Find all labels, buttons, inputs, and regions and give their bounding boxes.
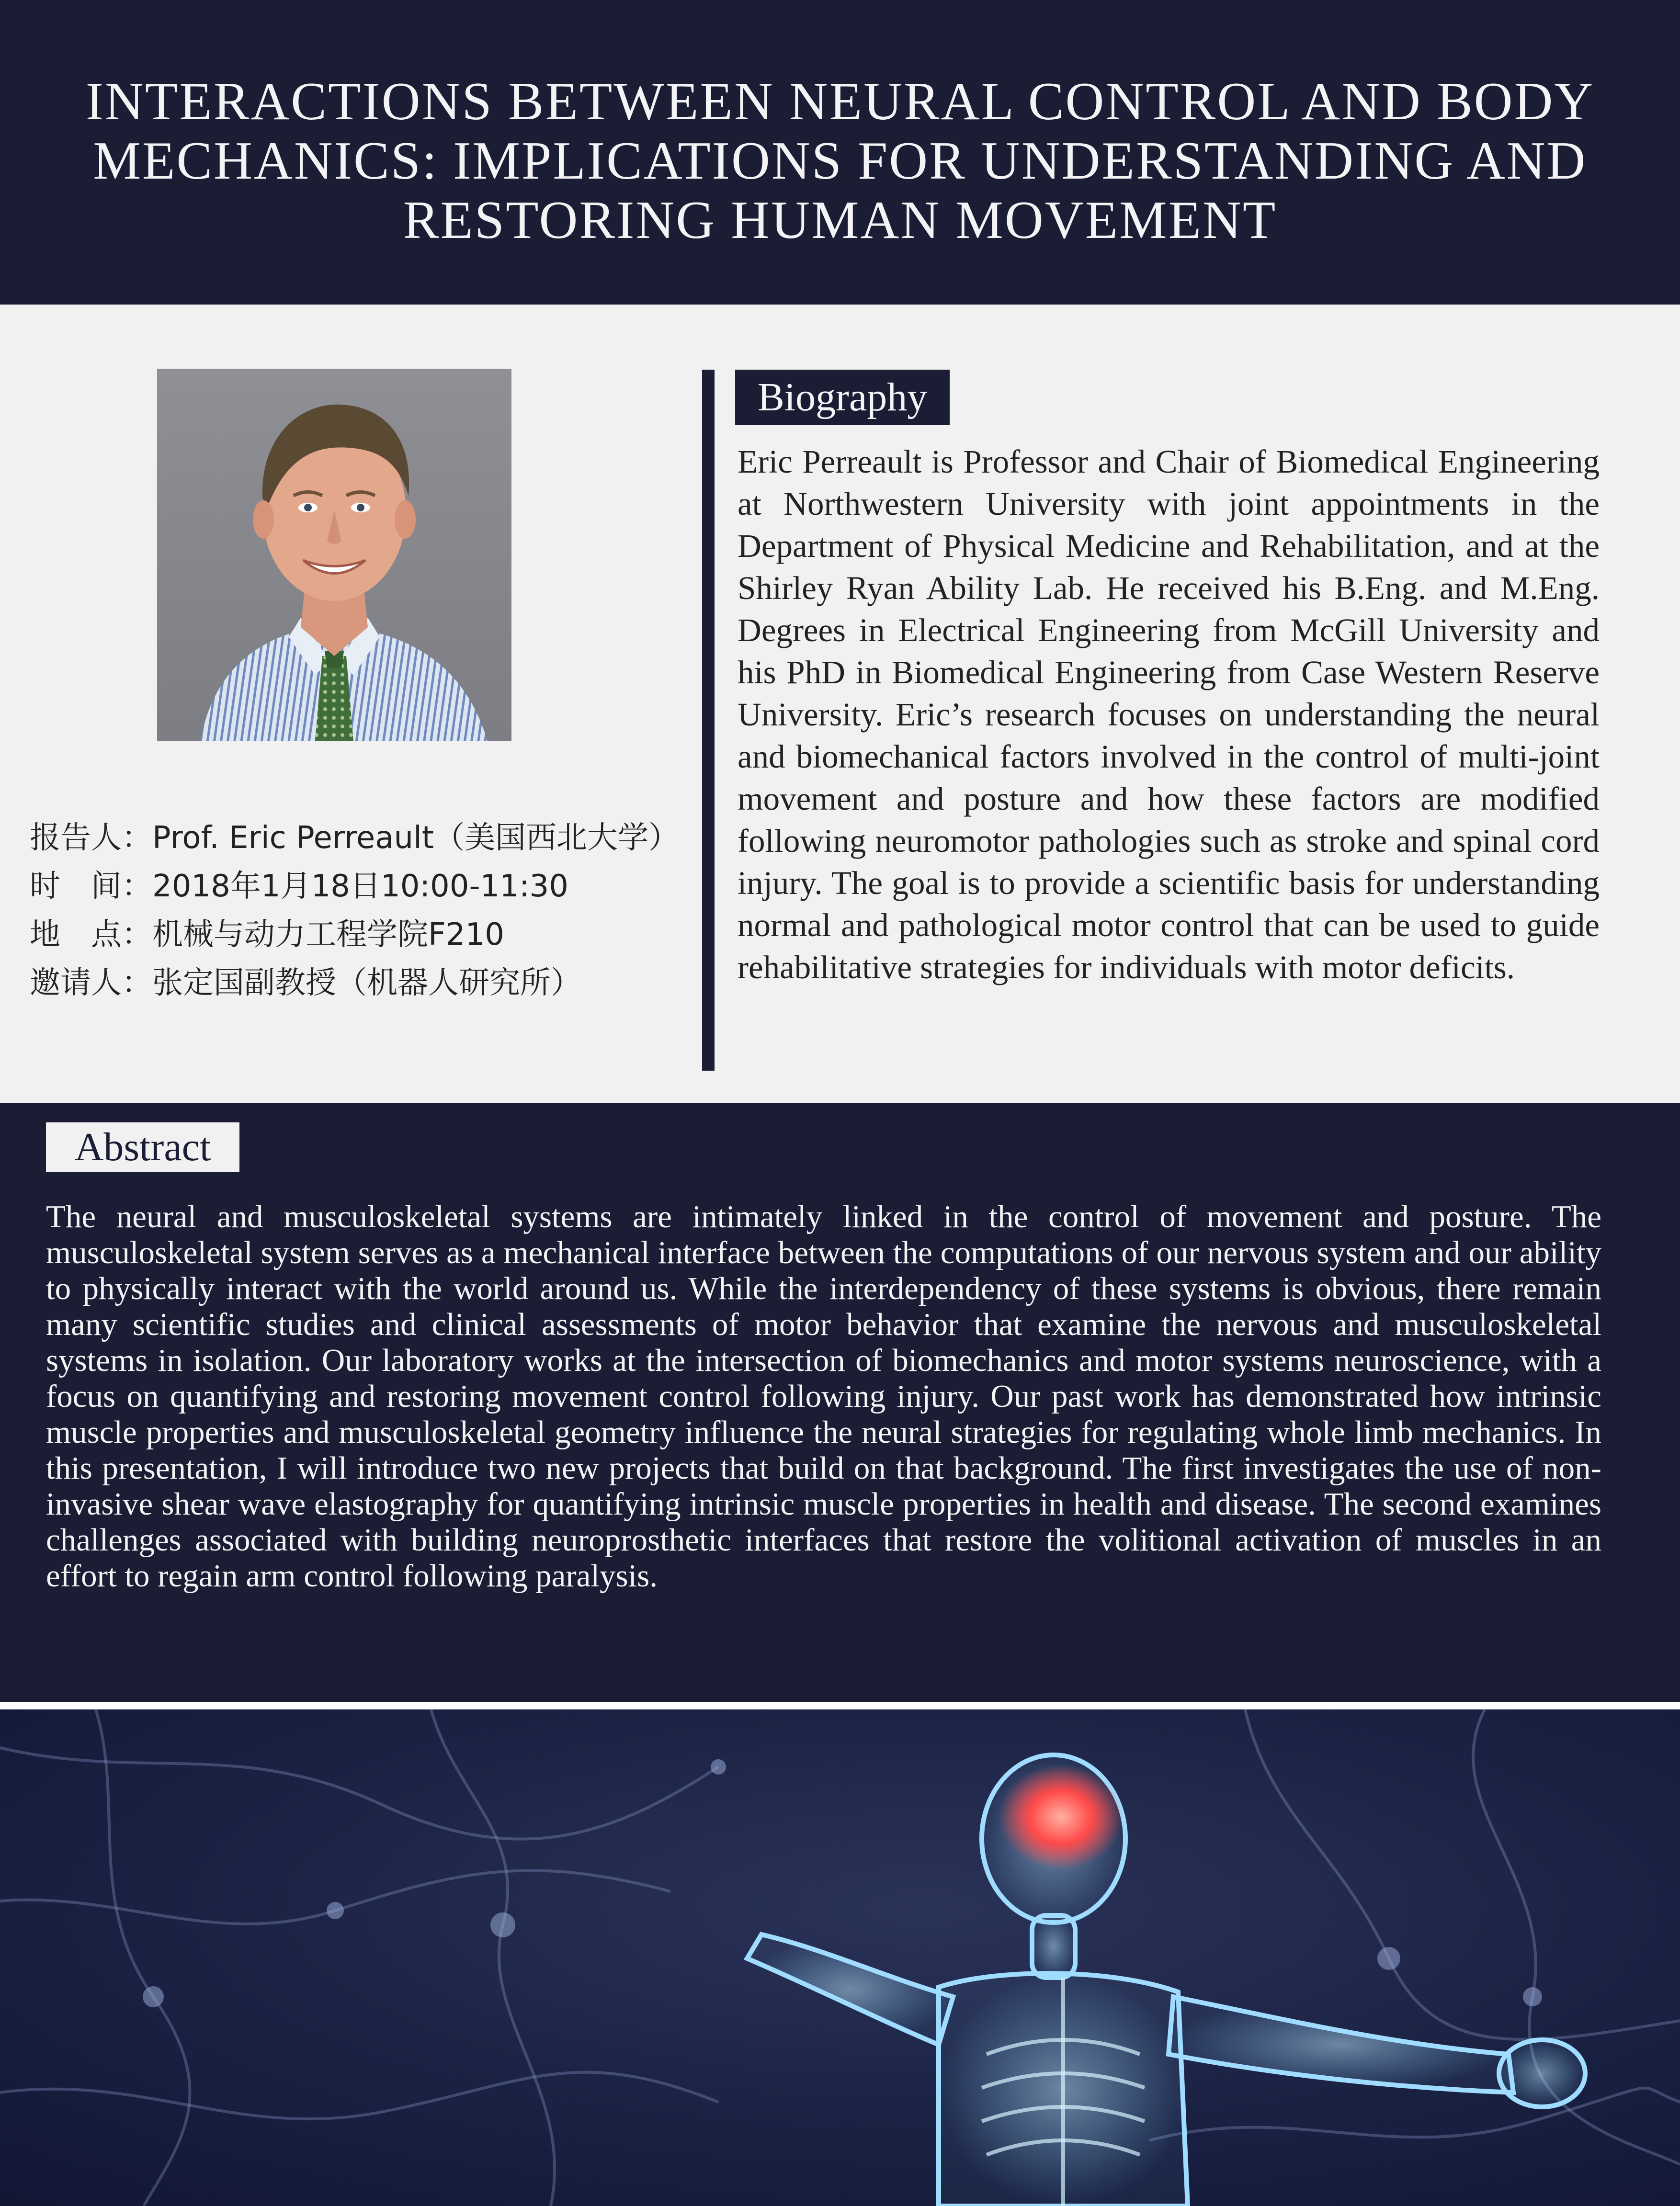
location-line: 地 点：机械与动力工程学院F210 xyxy=(30,917,504,952)
abstract-heading: Abstract xyxy=(46,1122,239,1172)
neural-network-illustration xyxy=(0,1709,1680,2206)
speaker-info xyxy=(30,814,710,1007)
biography-heading: Biography xyxy=(735,370,950,425)
portrait-illustration xyxy=(157,369,511,741)
section-divider xyxy=(0,1702,1680,1709)
header-banner xyxy=(0,0,1680,305)
biography-text: Eric Perreault is Professor and Chair of Biomedical Engineering at Northwestern University with joint appointments in the Department of Physical Medicine and Rehabilitation, and at the Shirley Ryan Ability Lab. He received his B.Eng. and M.Eng. Degrees in Electrical Engineering from McGill University and his PhD in Biomedical Engineering from Case Western Reserve University. Eric’s research focuses on understanding the neural and biomechanical factors involved in the control of multi-joint movement and posture and how these factors are modified following neuromotor pathologies such as stroke and spinal cord injury. The goal is to provide a scientific basis for understanding normal and pathological motor control that can be used to guide rehabilitative strategies for individuals with motor deficits. xyxy=(738,443,1600,985)
neural-body-banner xyxy=(0,1709,1680,2206)
abstract-section xyxy=(0,1103,1680,1702)
speaker-photo xyxy=(157,369,511,741)
title-line: MECHANICS: IMPLICATIONS FOR UNDERSTANDING AND xyxy=(93,131,1587,191)
host-line: 邀请人：张定国副教授（机器人研究所） xyxy=(30,965,581,1001)
biography-accent-bar xyxy=(702,370,715,1071)
title-line: INTERACTIONS BETWEEN NEURAL CONTROL AND BODY xyxy=(85,72,1595,131)
speaker-name-line: 报告人：Prof. Eric Perreault（美国西北大学） xyxy=(30,820,679,856)
page-title xyxy=(34,72,1646,250)
title-line: RESTORING HUMAN MOVEMENT xyxy=(403,191,1277,250)
abstract-text: The neural and musculoskeletal systems are intimately linked in the control of movement and posture. The musculoskeletal system serves as a mechanical interface between the computations of our nervous system and our ability to physically interact with the world around us. While the interdependency of these systems is obvious, there remain many scientific studies and clinical assessments of motor behavior that examine the nervous and musculoskeletal systems in isolation. Our laboratory works at the intersection of biomechanics and motor systems neuroscience, with a focus on quantifying and restoring movement control following injury. Our past work has demonstrated how intrinsic muscle properties and musculoskeletal geometry influence the neural strategies for regulating whole limb mechanics. In this presentation, I will introduce two new projects that build on that background. The first investigates the use of non-invasive shear wave elastography for quantifying intrinsic muscle properties in health and disease. The second examines challenges associated with building neuroprosthetic interfaces that restore the volitional activation of muscles in an effort to regain arm control following paralysis. xyxy=(46,1199,1601,1594)
time-line: 时 间：2018年1月18日10:00-11:30 xyxy=(30,869,568,904)
